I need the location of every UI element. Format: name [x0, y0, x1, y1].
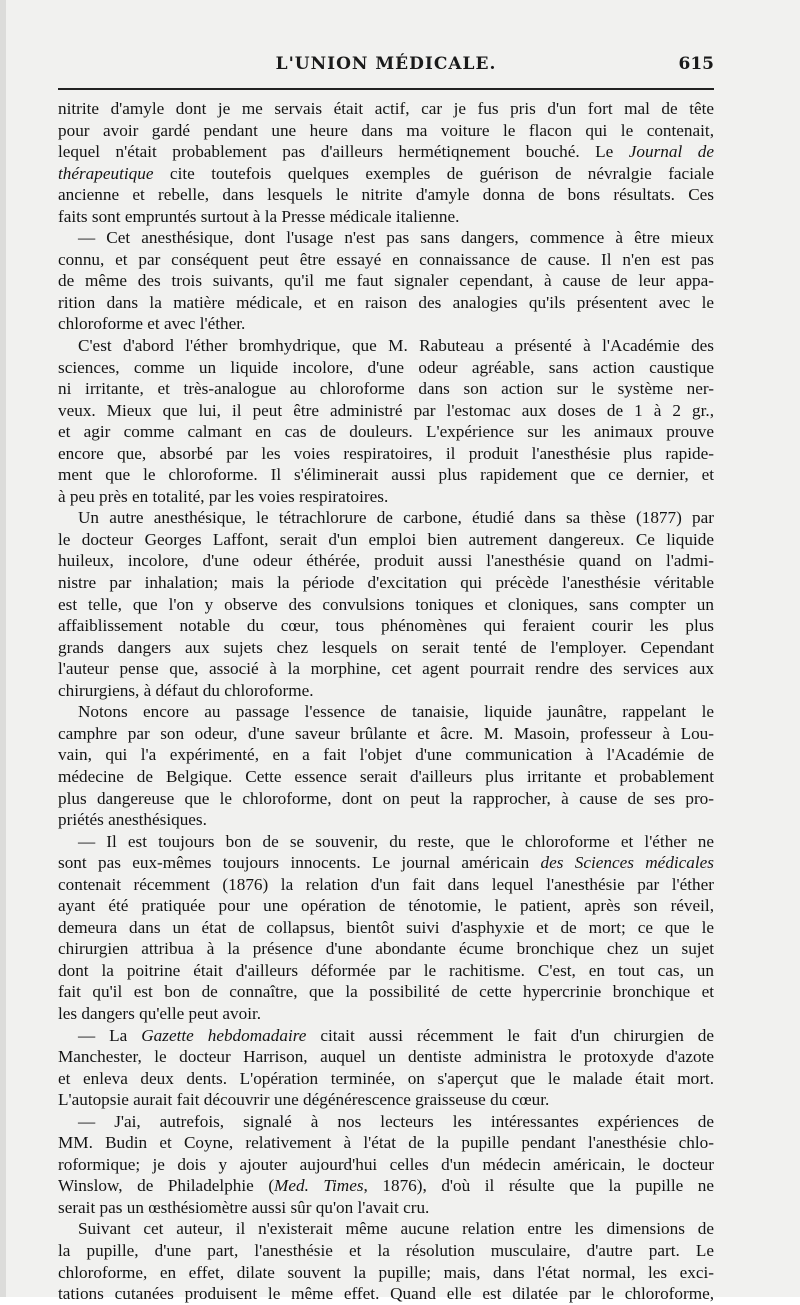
- text-line: chirurgiens, à défaut du chloroforme.: [58, 680, 314, 700]
- header-rule: [58, 88, 714, 90]
- text-line: — Il est toujours bon de se souvenir, du reste, que le chloroforme et l'éther ne: [78, 831, 714, 851]
- text-line: thérapeutique cite toutefois quelques exemples de guérison de névralgie faciale: [58, 163, 714, 183]
- text-line: de même des trois suivants, qu'il me faut signaler cependant, à cause de leur appa-: [58, 271, 714, 291]
- text-line: — Cet anesthésique, dont l'usage n'est pas sans dangers, commence à être mieux: [78, 228, 714, 248]
- page-header: [58, 54, 714, 80]
- text-line: sont pas eux-mêmes toujours innocents. Le journal américain des Sciences médicales: [58, 853, 714, 873]
- text-line: L'autopsie aurait fait découvrir une dégénérescence graisseuse du cœur.: [58, 1090, 550, 1110]
- text-line: l'auteur pense que, associé à la morphine, cet agent pourrait rendre des services aux: [58, 659, 714, 679]
- text-line: chirurgien attribua à la présence d'une abondante écume bronchique chez un sujet: [58, 939, 714, 959]
- running-title: L'UNION MÉDICALE.: [275, 54, 497, 74]
- text-line: — La Gazette hebdomadaire citait aussi récemment le fait d'un chirurgien de: [78, 1025, 714, 1045]
- text-line: nitrite d'amyle dont je me servais était actif, car je fus pris d'un fort mal de tête: [58, 99, 714, 118]
- text-line: serait pas un œsthésiomètre aussi sûr qu'on l'avait cru.: [58, 1197, 430, 1217]
- text-line: demeura dans un état de collapsus, bientôt suivi d'asphyxie et de mort; ce que le: [58, 917, 714, 937]
- body-text: [58, 98, 714, 1305]
- text-line: dont la poitrine était d'ailleurs déformée par le rachitisme. C'est, en tout cas, un: [58, 960, 714, 980]
- text-line: et enleva deux dents. L'opération terminée, on s'aperçut que le malade était mort.: [58, 1068, 714, 1088]
- text-line: grands dangers aux sujets chez lesquels on serait tenté de l'employer. Cependant: [58, 637, 714, 657]
- text-line: roformique; je dois y ajouter aujourd'hui celles d'un médecin américain, le docteur: [58, 1154, 714, 1174]
- text-line: médecine de Belgique. Cette essence serait d'ailleurs plus irritante et probablement: [58, 766, 714, 786]
- text-line: le docteur Georges Laffont, serait d'un emploi bien autrement dangereux. Ce liquide: [58, 529, 714, 549]
- text-line: ayant été pratiquée pour une opération de ténotomie, le patient, après son réveil,: [58, 896, 714, 916]
- text-line: ment que le chloroforme. Il s'éliminerait aussi plus rapidement que ce dernier, et: [58, 465, 714, 485]
- text-line: Manchester, le docteur Harrison, auquel un dentiste administra le protoxyde d'azote: [58, 1047, 714, 1067]
- text-line: rition dans la matière médicale, et en raison des analogies qu'ils présentent avec le: [58, 292, 714, 312]
- text-line: Notons encore au passage l'essence de tanaisie, liquide jaunâtre, rappelant le: [78, 702, 714, 722]
- text-line: contenait récemment (1876) la relation d'un fait dans lequel l'anesthésie par l'éther: [58, 874, 714, 894]
- text-line: chloroforme et avec l'éther.: [58, 314, 246, 334]
- text-line: ni irritante, et très-analogue au chloroforme dans son action sur le système ner-: [58, 379, 714, 399]
- text-line: C'est d'abord l'éther bromhydrique, que M. Rabuteau a présenté à l'Académie des: [78, 336, 714, 356]
- text-line: affaiblissement notable du cœur, tous phénomènes qui feraient courir les plus: [58, 616, 714, 636]
- text-line: connu, et par conséquent peut être essayé en connaissance de cause. Il n'en est pas: [58, 249, 714, 269]
- text-line: veux. Mieux que lui, il peut être administré par l'estomac aux doses de 1 à 2 gr.,: [58, 400, 714, 420]
- page-number: 615: [678, 54, 714, 74]
- text-line: lequel n'était probablement pas d'ailleurs hermétiqnement bouché. Le Journal de: [58, 142, 714, 162]
- text-line: huileux, incolore, d'une odeur éthérée, produit aussi l'anesthésie quand on l'admi-: [58, 551, 714, 571]
- text-line: priétés anesthésiques.: [58, 810, 207, 830]
- text-line: fait qu'il est bon de connaître, que la possibilité de cette hypercrinie bronchique et: [58, 982, 714, 1002]
- text-line: pour avoir gardé pendant une heure dans ma voiture le flacon qui le contenait,: [58, 120, 714, 140]
- text-line: les dangers qu'elle peut avoir.: [58, 1003, 262, 1023]
- text-line: Suivant cet auteur, il n'existerait même aucune relation entre les dimensions de: [78, 1219, 714, 1239]
- text-line: vain, qui l'a expérimenté, en a fait l'objet d'une communication à l'Académie de: [58, 745, 714, 765]
- text-line: à peu près en totalité, par les voies respiratoires.: [58, 486, 389, 506]
- text-line: camphre par son odeur, d'une saveur brûlante et âcre. M. Masoin, professeur à Lou-: [58, 723, 714, 743]
- text-line: nistre par inhalation; mais la période d'excitation qui précède l'anesthésie véritable: [58, 573, 714, 593]
- text-line: est telle, que l'on y observe des convulsions toniques et cloniques, sans compter un: [58, 594, 714, 614]
- text-line: la pupille, d'une part, l'anesthésie et la résolution musculaire, d'autre part. Le: [58, 1240, 714, 1260]
- text-line: Winslow, de Philadelphie (Med. Times, 1876), d'où il résulte que la pupille ne: [58, 1176, 714, 1196]
- text-line: faits sont empruntés surtout à la Presse médicale italienne.: [58, 206, 460, 226]
- text-line: MM. Budin et Coyne, relativement à l'état de la pupille pendant l'anesthésie chlo-: [58, 1133, 714, 1153]
- text-line: — J'ai, autrefois, signalé à nos lecteurs les intéressantes expériences de: [78, 1111, 714, 1131]
- text-line: et agir comme calmant en cas de douleurs. L'expérience sur les animaux prouve: [58, 422, 714, 442]
- text-line: Un autre anesthésique, le tétrachlorure de carbone, étudié dans sa thèse (1877) par: [78, 508, 714, 528]
- text-line: plus dangereuse que le chloroforme, dont on peut la rapprocher, à cause de ses pro-: [58, 788, 714, 808]
- text-line: chloroforme, en effet, dilate souvent la pupille; mais, dans l'état normal, les exci-: [58, 1262, 714, 1282]
- text-line: encore que, absorbé par les voies respiratoires, il produit l'anesthésie plus rapide-: [58, 443, 714, 463]
- text-line: ancienne et rebelle, dans lesquels le nitrite d'amyle donna de bons résultats. Ces: [58, 185, 714, 205]
- text-line: tations cutanées produisent le même effet. Quand elle est dilatée par le chloroforme,: [58, 1284, 714, 1304]
- text-line: sciences, comme un liquide incolore, d'une odeur agréable, sans action caustique: [58, 357, 714, 377]
